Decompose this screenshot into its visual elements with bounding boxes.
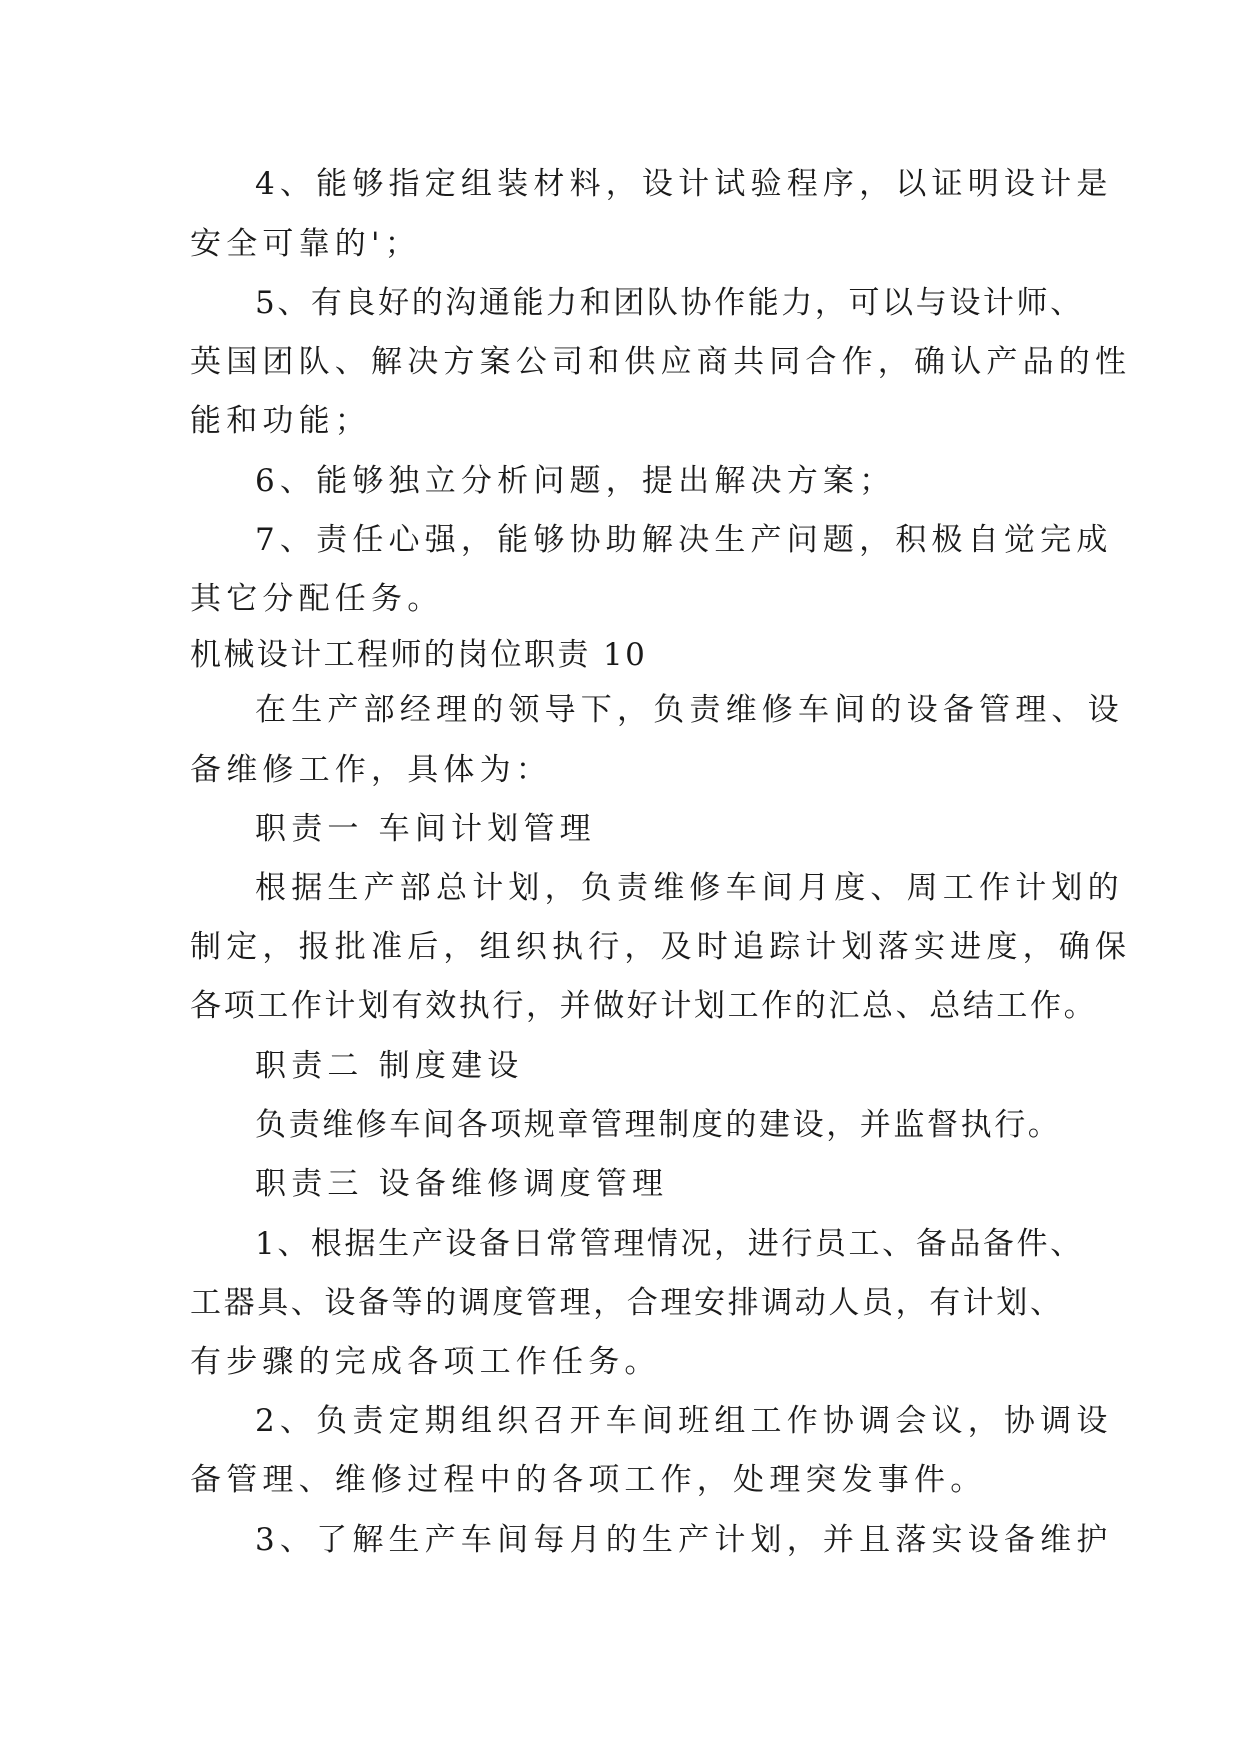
paragraph-line: 在生产部经理的领导下，负责维修车间的设备管理、设 bbox=[255, 692, 1124, 728]
paragraph-line: 安全可靠的'； bbox=[190, 226, 421, 262]
subheading: 职责一 车间计划管理 bbox=[255, 811, 596, 847]
paragraph-line: 备管理、维修过程中的各项工作，处理突发事件。 bbox=[190, 1462, 987, 1498]
paragraph-line: 7、责任心强，能够协助解决生产问题，积极自觉完成 bbox=[255, 522, 1113, 558]
paragraph-line: 2、负责定期组织召开车间班组工作协调会议，协调设 bbox=[255, 1403, 1113, 1439]
subheading: 职责三 设备维修调度管理 bbox=[255, 1166, 669, 1202]
paragraph-line: 1、根据生产设备日常管理情况，进行员工、备品备件、 bbox=[255, 1226, 1084, 1262]
paragraph-line: 英国团队、解决方案公司和供应商共同合作，确认产品的性 bbox=[190, 344, 1132, 380]
paragraph-line: 工器具、设备等的调度管理，合理安排调动人员，有计划、 bbox=[190, 1285, 1064, 1321]
paragraph-line: 有步骤的完成各项工作任务。 bbox=[190, 1344, 661, 1380]
paragraph-line: 其它分配任务。 bbox=[190, 581, 444, 617]
paragraph-line: 备维修工作，具体为： bbox=[190, 752, 552, 788]
paragraph-line: 负责维修车间各项规章管理制度的建设，并监督执行。 bbox=[255, 1107, 1062, 1143]
paragraph-line: 3、了解生产车间每月的生产计划，并且落实设备维护 bbox=[255, 1522, 1113, 1558]
paragraph-line: 6、能够独立分析问题，提出解决方案； bbox=[255, 463, 896, 499]
paragraph-line: 5、有良好的沟通能力和团队协作能力，可以与设计师、 bbox=[255, 285, 1084, 321]
subheading: 职责二 制度建设 bbox=[255, 1048, 524, 1084]
paragraph-line: 根据生产部总计划，负责维修车间月度、周工作计划的 bbox=[255, 870, 1124, 906]
section-heading: 机械设计工程师的岗位职责 10 bbox=[190, 637, 648, 673]
paragraph-line: 4、能够指定组装材料，设计试验程序，以证明设计是 bbox=[255, 166, 1113, 202]
paragraph-line: 能和功能； bbox=[190, 403, 371, 439]
paragraph-line: 制定，报批准后，组织执行，及时追踪计划落实进度，确保 bbox=[190, 929, 1132, 965]
paragraph-line: 各项工作计划有效执行，并做好计划工作的汇总、总结工作。 bbox=[190, 988, 1098, 1024]
